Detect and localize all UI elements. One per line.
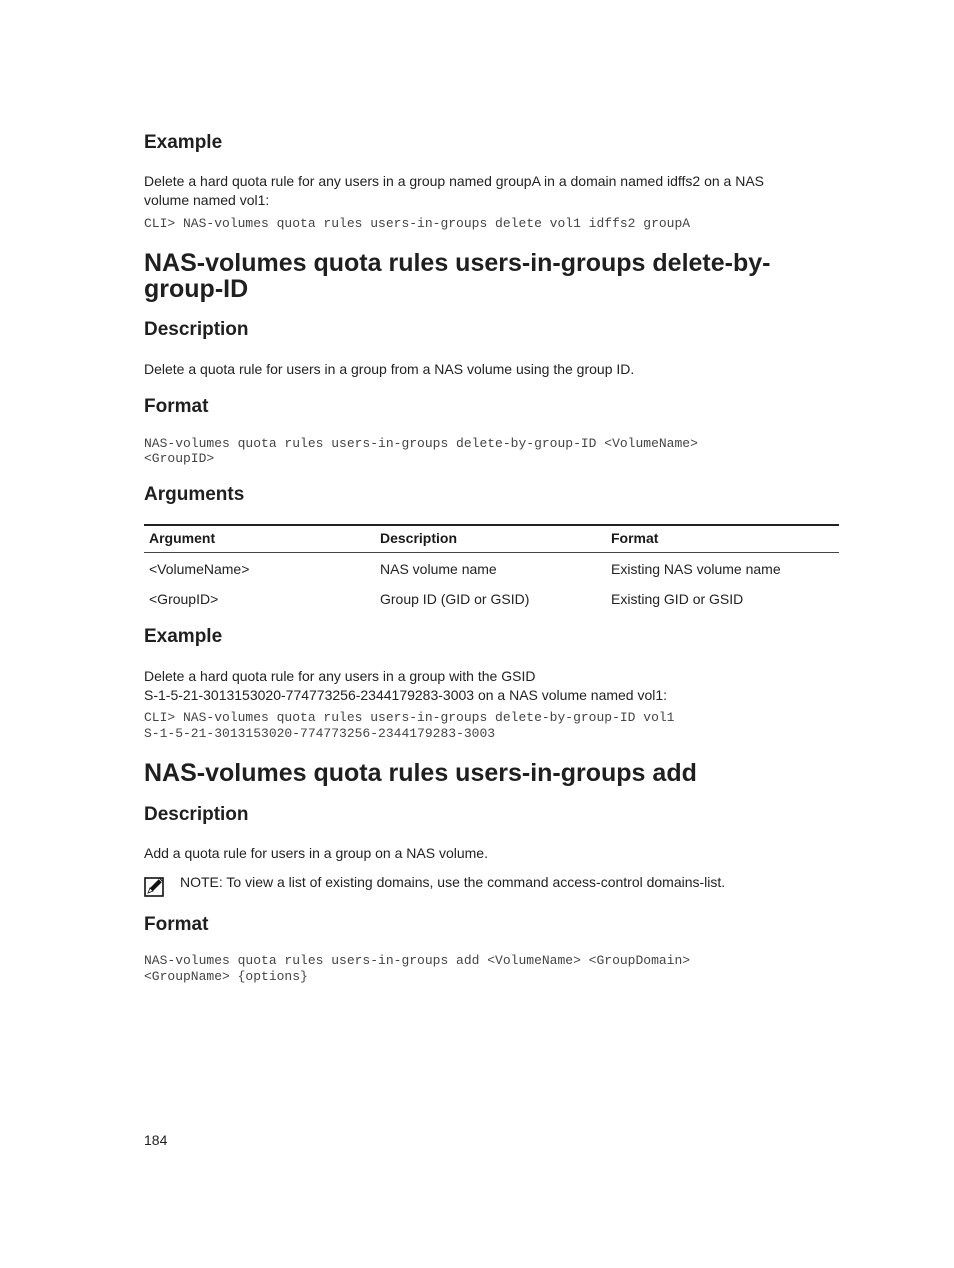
page-number: 184 xyxy=(144,1132,168,1148)
table-cell: NAS volume name xyxy=(380,561,497,577)
note-body: To view a list of existing domains, use the command access-control domains-list. xyxy=(222,874,726,890)
example-heading-2: Example xyxy=(144,626,223,647)
format-2-code-line-2: <GroupName> {options} xyxy=(144,969,308,984)
description-heading-2: Description xyxy=(144,804,249,825)
column-header-format: Format xyxy=(606,525,839,553)
example-2-line-1: Delete a hard quota rule for any users in a group with the GSID xyxy=(144,668,536,684)
column-header-argument: Argument xyxy=(144,525,375,553)
table-row xyxy=(144,583,839,613)
section-title-add: NAS-volumes quota rules users-in-groups add xyxy=(144,759,697,787)
pencil-note-icon xyxy=(144,875,166,897)
example-description-line-2: volume named vol1: xyxy=(144,192,270,208)
table-cell: <VolumeName> xyxy=(149,561,250,577)
section-title-delete-by-group-id-line-2: group-ID xyxy=(144,275,249,303)
format-2-code-line-1: NAS-volumes quota rules users-in-groups add <VolumeName> <GroupDomain> xyxy=(144,953,691,968)
note-text xyxy=(180,873,725,892)
arguments-heading: Arguments xyxy=(144,484,245,505)
table-cell: Existing GID or GSID xyxy=(611,591,744,607)
note-label: NOTE: xyxy=(180,874,223,890)
format-heading-2: Format xyxy=(144,914,209,935)
example-2-line-2: S-1-5-21-3013153020-774773256-2344179283-3003 on a NAS volume named vol1: xyxy=(144,687,668,703)
table-header-row xyxy=(144,525,839,553)
example-code: CLI> NAS-volumes quota rules users-in-groups delete vol1 idffs2 groupA xyxy=(144,216,691,231)
table-cell: Group ID (GID or GSID) xyxy=(380,591,530,607)
format-heading: Format xyxy=(144,396,209,417)
example-description-line-1: Delete a hard quota rule for any users in a group named groupA in a domain named idffs2 on a NAS xyxy=(144,173,765,189)
description-text-2: Add a quota rule for users in a group on a NAS volume. xyxy=(144,845,488,861)
example-heading: Example xyxy=(144,132,223,153)
arguments-table xyxy=(144,524,839,613)
table-cell: <GroupID> xyxy=(149,591,219,607)
example-2-code-line-1: CLI> NAS-volumes quota rules users-in-groups delete-by-group-ID vol1 xyxy=(144,710,675,725)
table-row xyxy=(144,553,839,584)
table-cell: Existing NAS volume name xyxy=(611,561,781,577)
example-2-code-line-2: S-1-5-21-3013153020-774773256-2344179283-3003 xyxy=(144,726,496,741)
format-code-line-1: NAS-volumes quota rules users-in-groups delete-by-group-ID <VolumeName> xyxy=(144,436,698,451)
description-text: Delete a quota rule for users in a group from a NAS volume using the group ID. xyxy=(144,361,635,377)
format-code-line-2: <GroupID> xyxy=(144,451,215,466)
description-heading: Description xyxy=(144,319,249,340)
column-header-description: Description xyxy=(375,525,606,553)
note-block xyxy=(144,873,839,897)
section-title-delete-by-group-id-line-1: NAS-volumes quota rules users-in-groups delete-by- xyxy=(144,249,771,277)
